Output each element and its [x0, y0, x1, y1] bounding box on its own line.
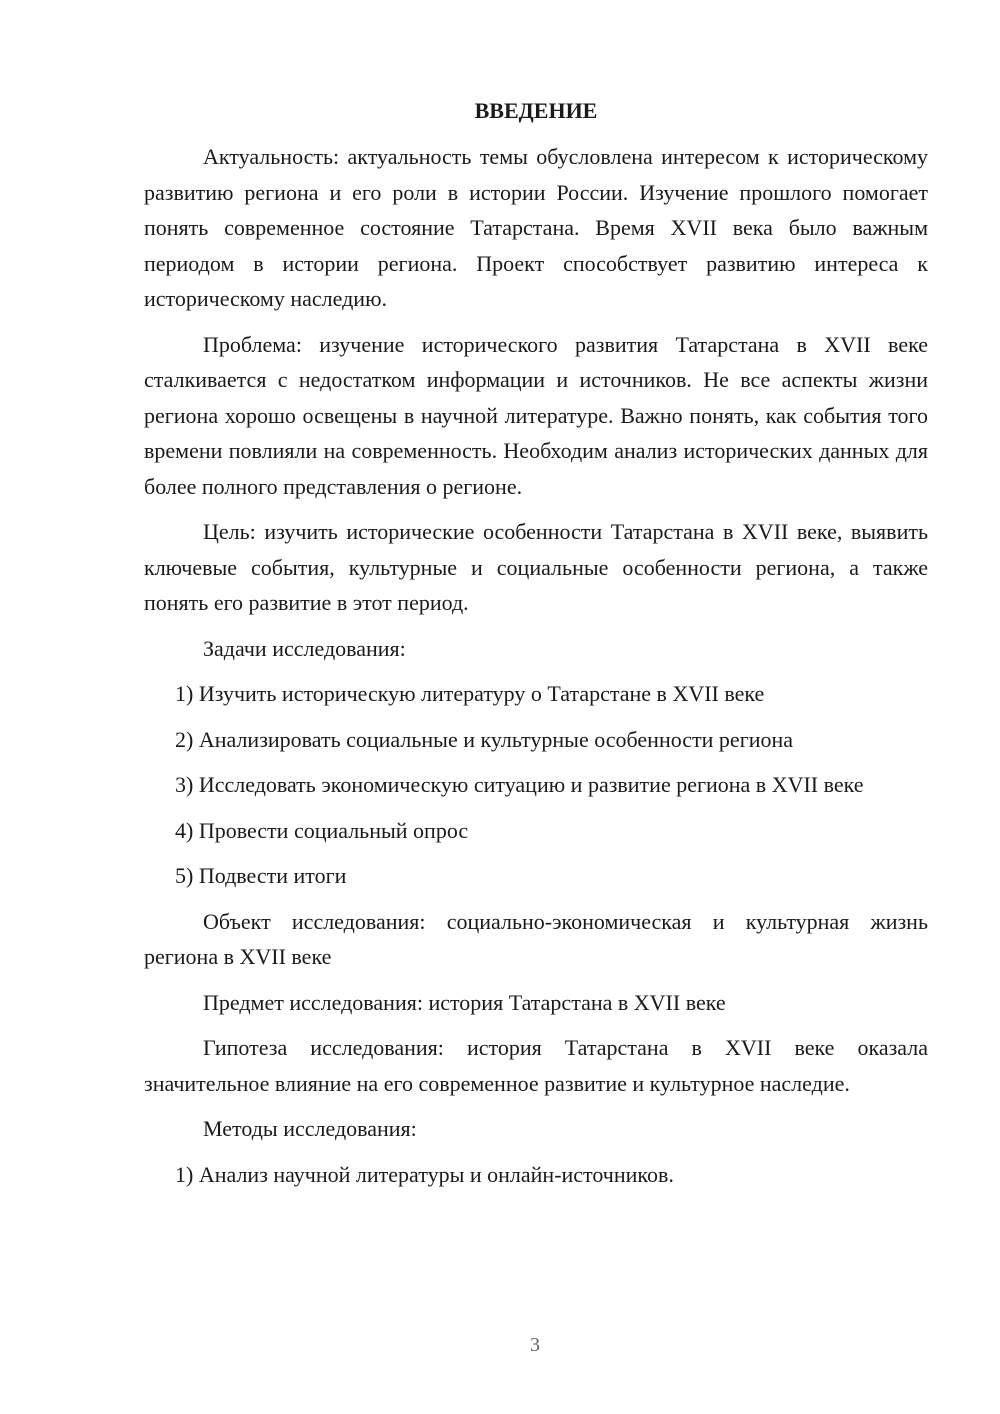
paragraph-problem: Проблема: изучение исторического развития Татарстана в XVII веке сталкивается с недостатком информации и источников. Не все аспекты жизни региона хорошо освещены в научной литературе. Важно понять, как события того времени повлияли на современность. Необходим анализ исторических данных для более полного представления о регионе. — [144, 331, 928, 499]
task-item-4: 4) Провести социальный опрос — [175, 817, 469, 843]
task-item-2: 2) Анализировать социальные и культурные особенности региона — [175, 726, 794, 752]
paragraph-object: Объект исследования: социально-экономическая и культурная жизнь региона в XVII веке — [144, 908, 928, 969]
paragraph-goal: Цель: изучить исторические особенности Татарстана в XVII веке, выявить ключевые события, культурные и социальные особенности региона, а также понять его развитие в этот период. — [144, 519, 928, 615]
method-item-1: 1) Анализ научной литературы и онлайн-источников. — [175, 1161, 674, 1187]
page-number: 3 — [530, 1334, 540, 1356]
task-item-5: 5) Подвести итоги — [175, 863, 347, 888]
tasks-heading: Задачи исследования: — [203, 635, 406, 661]
paragraph-subject: Предмет исследования: история Татарстана в XVII веке — [203, 989, 726, 1015]
task-item-3: 3) Исследовать экономическую ситуацию и развитие региона в XVII веке — [175, 772, 864, 797]
paragraph-relevance: Актуальность: актуальность темы обусловлена интересом к историческому развитию региона и его роли в истории России. Изучение прошлого помогает понять современное состояние Татарстана. Время XVII века было важным периодом в истории региона. Проект способствует развитию интереса к историческому наследию. — [144, 144, 928, 311]
task-item-1: 1) Изучить историческую литературу о Татарстане в XVII веке — [175, 681, 765, 706]
methods-heading: Методы исследования: — [203, 1116, 417, 1141]
document-page — [144, 96, 928, 1202]
section-title: ВВЕДЕНИЕ — [474, 98, 598, 123]
paragraph-hypothesis: Гипотеза исследования: история Татарстана в XVII веке оказала значительное влияние на его современное развитие и культурное наследие. — [144, 1035, 928, 1096]
